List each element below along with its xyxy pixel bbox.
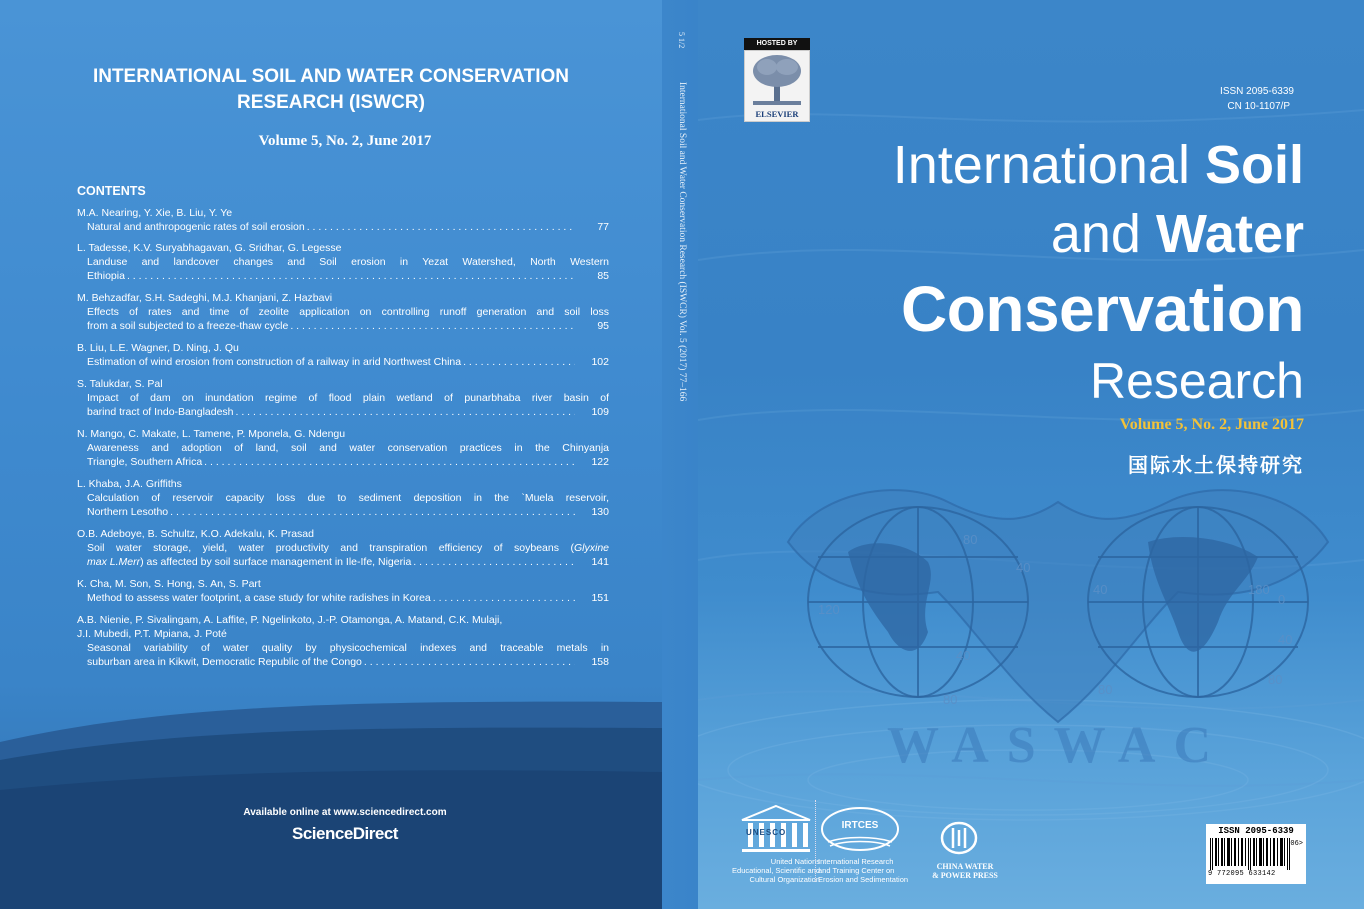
back-volume-info: Volume 5, No. 2, June 2017	[258, 133, 432, 149]
toc-title-line: Impact of dam on inundation regime of flood plain wetland of punarbhaba river basin of	[87, 392, 609, 404]
barcode	[1206, 824, 1306, 884]
toc-authors: L. Khaba, J.A. Griffiths	[77, 478, 182, 490]
globe-label: 0	[1278, 592, 1286, 607]
toc-title: suburban area in Kikwit, Democratic Republic of the Congo	[87, 656, 362, 668]
sciencedirect-logo: ScienceDirect	[292, 824, 398, 843]
irtces-caption: International Research and Training Center on Erosion and Sedimentation	[818, 857, 909, 884]
toc-page: 109	[591, 406, 609, 418]
toc-authors: M. Behzadfar, S.H. Sadeghi, M.J. Khanjani, Z. Hazbavi	[77, 292, 333, 304]
waswac-wordmark: WASWAC	[886, 717, 1230, 772]
spine-journal-text: International Soil and Water Conservation Research (ISWCR) Vol. 5 (2017) 77–166	[677, 82, 687, 402]
toc-authors: S. Talukdar, S. Pal	[77, 378, 163, 390]
toc-title-line: Soil water storage, yield, water productivity and transpiration efficiency of soybeans (Glyxine	[87, 542, 609, 554]
toc-title: max L.Merr) as affected by soil surface management in Ile-Ife, Nigeria	[87, 556, 412, 568]
front-title-line-1: International Soil	[892, 135, 1304, 195]
irtces-wordmark: IRTCES	[841, 820, 879, 831]
back-cover	[0, 0, 662, 909]
back-journal-title-line-1: INTERNATIONAL SOIL AND WATER CONSERVATION	[92, 66, 570, 87]
toc-authors: K. Cha, M. Son, S. Hong, S. An, S. Part	[77, 578, 261, 590]
toc-entry[interactable]	[77, 241, 609, 283]
back-journal-title-line-2: RESEARCH (ISWCR)	[237, 92, 425, 113]
toc-entry[interactable]	[77, 427, 609, 469]
barcode-addon: 06>	[1290, 840, 1303, 848]
toc-authors: A.B. Nienie, P. Sivalingam, A. Laffite, P. Ngelinkoto, J.-P. Otamonga, A. Matand, C.K. Mulaji,	[77, 614, 503, 626]
logo-divider	[815, 800, 816, 882]
toc-title-line: Calculation of reservoir capacity loss due to sediment deposition in the `Muela reservoir,	[87, 492, 609, 504]
toc-entry[interactable]	[77, 577, 609, 605]
toc-title-line: Effects of rates and time of zeolite application on controlling runoff generation and soil loss	[87, 306, 609, 318]
front-title-line-3: Conservation	[901, 273, 1304, 345]
toc-entry[interactable]	[77, 341, 609, 369]
elsevier-logo	[744, 38, 810, 122]
spine-issue-number: 5 1/2	[677, 32, 686, 49]
chinese-title: 国际水土保持研究	[1128, 455, 1304, 477]
cn-text: CN 10-1107/P	[1227, 101, 1290, 112]
toc-authors: B. Liu, L.E. Wagner, D. Ning, J. Qu	[77, 342, 239, 354]
toc-title: Natural and anthropogenic rates of soil erosion	[87, 221, 305, 233]
barcode-issn: ISSN 2095-6339	[1218, 826, 1294, 836]
globe-label: 40	[1093, 582, 1108, 597]
unesco-caption: United Nations Educational, Scientific and Cultural Organization	[732, 857, 820, 884]
toc-page: 122	[591, 456, 609, 468]
toc-page: 102	[591, 356, 609, 368]
globe-label: 80	[943, 692, 958, 707]
globe-label: 120	[818, 602, 840, 617]
globe-label: 180	[1248, 582, 1270, 597]
toc-title: barind tract of Indo-Bangladesh	[87, 406, 234, 418]
china-water-power-press-icon	[940, 820, 978, 856]
toc-page: 77	[597, 221, 609, 233]
barcode-bars-icon	[1210, 838, 1290, 870]
toc-title-line: Awareness and adoption of land, soil and water conservation practices in the Chinyanja	[87, 442, 609, 454]
toc-entry[interactable]	[77, 377, 609, 419]
toc-authors: M.A. Nearing, Y. Xie, B. Liu, Y. Ye	[77, 207, 233, 219]
toc-entry[interactable]	[77, 206, 609, 234]
toc-page: 141	[591, 556, 609, 568]
toc-title-line: Seasonal variability of water quality by physicochemical indexes and traceable metals in	[87, 642, 609, 654]
china-water-power-press-caption: CHINA WATER & POWER PRESS	[932, 862, 998, 880]
toc-authors-cont: J.I. Mubedi, P.T. Mpiana, J. Poté	[77, 628, 227, 640]
hosted-by-label: HOSTED BY	[744, 38, 810, 50]
toc-title: Triangle, Southern Africa	[87, 456, 203, 468]
toc-authors: O.B. Adeboye, B. Schultz, K.O. Adekalu, K. Prasad	[77, 528, 314, 540]
globe-label: 80	[1268, 672, 1283, 687]
front-volume-info: Volume 5, No. 2, June 2017	[1119, 416, 1304, 433]
toc-title: Method to assess water footprint, a case study for white radishes in Korea	[87, 592, 431, 604]
toc-page: 95	[597, 320, 609, 332]
waswac-globe-emblem	[778, 482, 1338, 772]
toc-authors: L. Tadesse, K.V. Suryabhagavan, G. Sridhar, G. Legesse	[77, 242, 342, 254]
globe-label: 80	[963, 532, 978, 547]
toc-entry[interactable]	[77, 291, 609, 333]
toc-title: Northern Lesotho	[87, 506, 169, 518]
issn-text: ISSN 2095-6339	[1220, 86, 1294, 97]
toc-page: 158	[591, 656, 609, 668]
toc-entry[interactable]	[77, 527, 609, 569]
toc-authors: N. Mango, C. Makate, L. Tamene, P. Mponela, G. Ndengu	[77, 428, 346, 440]
elsevier-wordmark: ELSEVIER	[755, 109, 799, 119]
toc-page: 151	[591, 592, 609, 604]
available-online-link[interactable]: Available online at www.sciencedirect.com	[243, 807, 447, 818]
contents-heading: CONTENTS	[77, 184, 146, 198]
globe-label: 40	[956, 648, 971, 663]
globe-label: 40	[1016, 560, 1031, 575]
unesco-wordmark: UNESCO	[746, 828, 787, 837]
toc-title: from a soil subjected to a freeze-thaw cycle	[87, 320, 289, 332]
front-title-line-2: and Water	[1050, 204, 1304, 264]
toc-title: Estimation of wind erosion from construction of a railway in arid Northwest China	[87, 356, 462, 368]
toc-page: 85	[597, 270, 609, 282]
globe-label: 80	[1098, 682, 1113, 697]
front-title-line-4: Research	[1090, 353, 1304, 409]
toc-entry[interactable]	[77, 613, 609, 669]
front-cover	[698, 0, 1364, 909]
toc-entry[interactable]	[77, 477, 609, 519]
toc-page: 130	[591, 506, 609, 518]
toc-title-line: Landuse and landcover changes and Soil erosion in Yezat Watershed, North Western	[87, 256, 609, 268]
toc-title: Ethiopia	[87, 270, 125, 282]
barcode-digits: 9 772095 633142	[1208, 870, 1276, 878]
elsevier-tree-icon	[744, 50, 810, 122]
globe-label: 40	[1278, 632, 1293, 647]
